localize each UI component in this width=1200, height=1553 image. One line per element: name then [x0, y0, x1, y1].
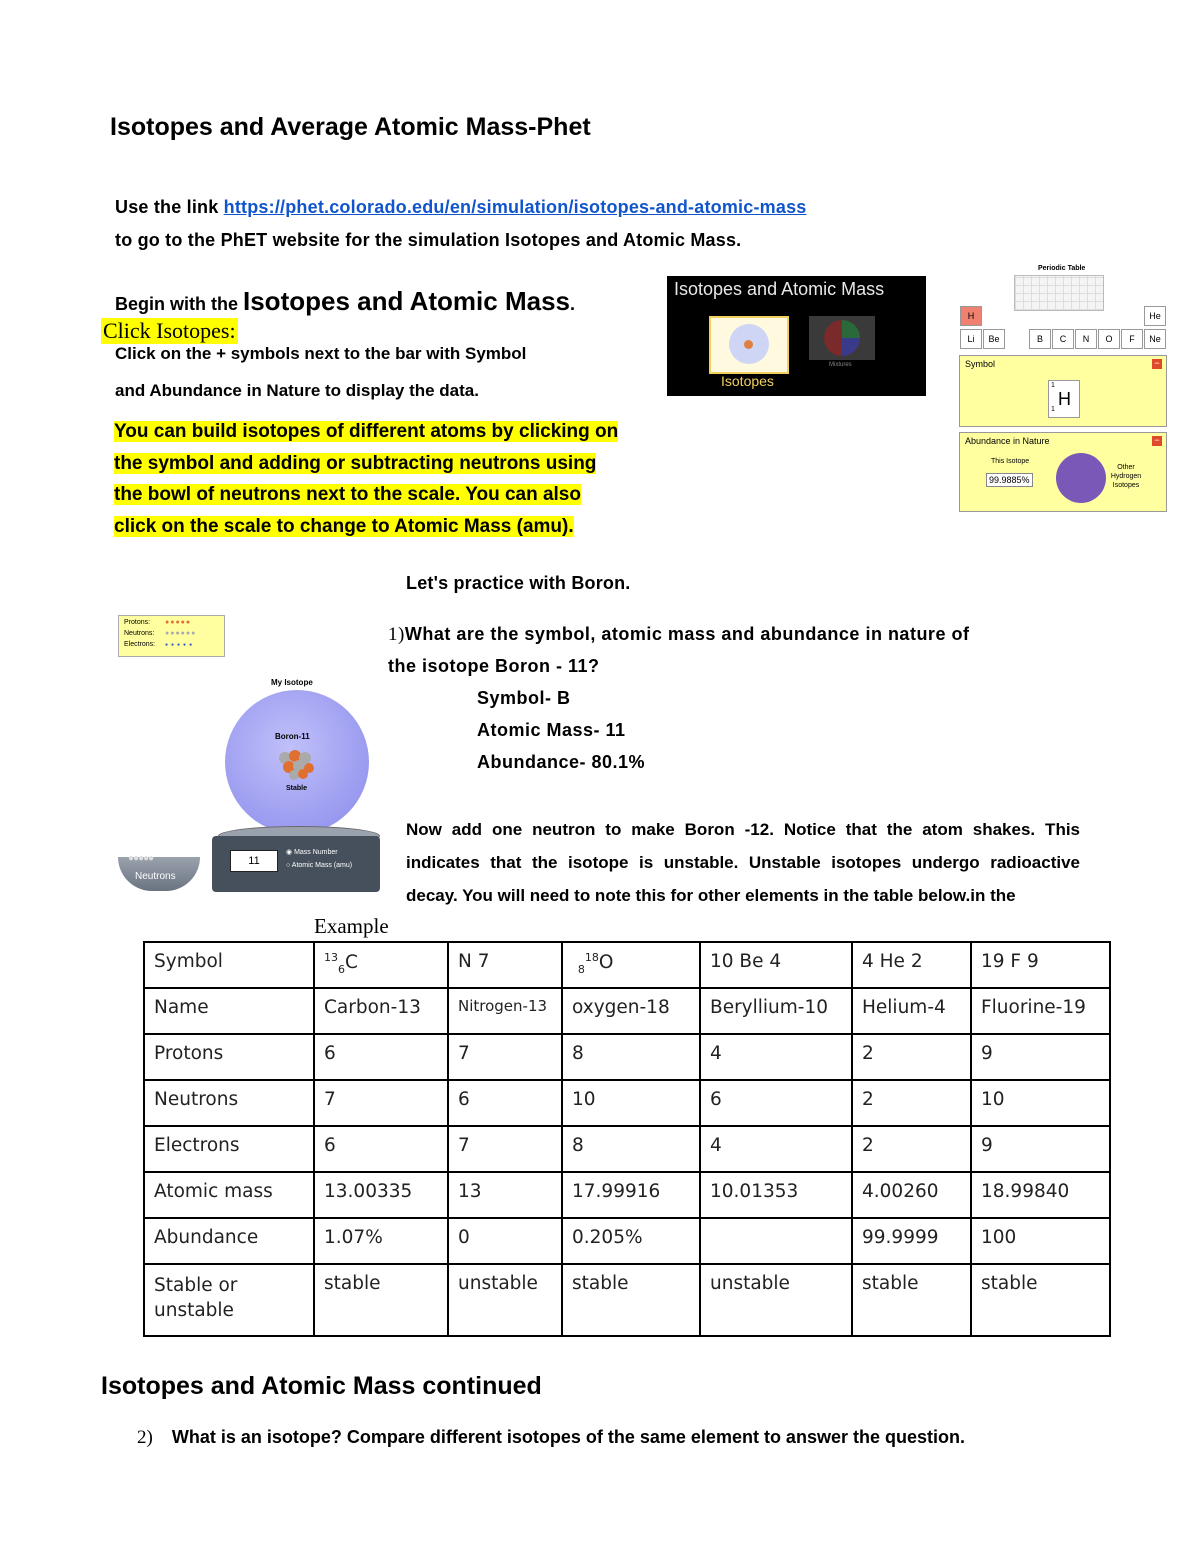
note-line1: Now add one neutron to make Boron -12. Notice that the atom shakes. This — [406, 820, 1080, 839]
table-cell: 13.00335 — [314, 1172, 448, 1218]
table-cell: 8 — [562, 1126, 700, 1172]
table-cell: 1.07% — [314, 1218, 448, 1264]
table-cell: 7 — [448, 1034, 562, 1080]
table-cell: 4 He 2 — [852, 942, 971, 988]
table-cell: 10 — [971, 1080, 1110, 1126]
table-cell: Name — [144, 988, 314, 1034]
sim-banner-title: Isotopes and Atomic Mass — [674, 279, 885, 299]
intro-prefix: Use the link — [115, 197, 224, 217]
table-cell: Nitrogen-13 — [448, 988, 562, 1034]
mixtures-tab[interactable] — [809, 316, 875, 360]
isotopes-tab[interactable] — [709, 316, 789, 374]
table-cell — [314, 942, 448, 988]
begin-big: Isotopes and Atomic Mass — [243, 286, 570, 316]
table-cell: Electrons — [144, 1126, 314, 1172]
table-cell — [562, 942, 700, 988]
element-n[interactable]: N — [1075, 329, 1097, 349]
table-row — [144, 1126, 1110, 1172]
element-ne[interactable]: Ne — [1144, 329, 1166, 349]
table-cell: 99.9999 — [852, 1218, 971, 1264]
neutron-bowl[interactable] — [118, 853, 200, 891]
pie-thumb-icon — [809, 316, 875, 360]
highlight-line2: the symbol and adding or subtracting neutrons using — [114, 452, 597, 474]
table-cell: Neutrons — [144, 1080, 314, 1126]
highlight-line3: the bowl of neutrons next to the scale. You can also — [114, 484, 581, 505]
highlight-line1: You can build isotopes of different atoms by clicking on — [114, 421, 619, 442]
table-cell: 4 — [700, 1034, 852, 1080]
symbol-header: Symbol — [965, 359, 996, 369]
c-num: 6 — [338, 962, 345, 976]
table-cell: Atomic mass — [144, 1172, 314, 1218]
table-row — [144, 1172, 1110, 1218]
table-cell: 2 — [852, 1126, 971, 1172]
table-cell: 4 — [700, 1126, 852, 1172]
scale-body[interactable] — [212, 836, 380, 892]
symbol-box — [959, 355, 1167, 427]
periodic-grid — [1014, 275, 1104, 311]
isotope-sphere — [225, 690, 369, 834]
table-cell: 10 Be 4 — [700, 942, 852, 988]
periodic-title: Periodic Table — [1038, 265, 1086, 272]
table-cell: 17.99916 — [562, 1172, 700, 1218]
o-num: 8 — [577, 962, 585, 976]
table-row — [144, 1264, 1110, 1336]
q2-line — [137, 1427, 965, 1449]
q1-answer-abundance: Abundance- 80.1% — [477, 752, 646, 772]
page-title: Isotopes and Average Atomic Mass-Phet — [110, 113, 591, 141]
begin-prefix: Begin with the — [115, 294, 243, 314]
neutrons-label: Neutrons: — [124, 630, 155, 637]
c-mass: 13 — [324, 951, 338, 964]
table-cell: 7 — [314, 1080, 448, 1126]
mass-number-option[interactable]: ◉ Mass Number — [286, 849, 338, 856]
table-cell — [700, 1218, 852, 1264]
highlight-block — [114, 416, 618, 542]
table-cell: Fluorine-19 — [971, 988, 1110, 1034]
table-row — [144, 988, 1110, 1034]
table-cell: unstable — [448, 1264, 562, 1336]
table-row — [144, 1218, 1110, 1264]
table-cell: 8 — [562, 1034, 700, 1080]
q1-line2: the isotope Boron - 11? — [388, 656, 600, 676]
table-cell: 18.99840 — [971, 1172, 1110, 1218]
table-cell: 13 — [448, 1172, 562, 1218]
protons-label: Protons: — [124, 619, 151, 626]
bowl-neutrons-icon: ●●●●● — [128, 853, 154, 864]
element-b[interactable]: B — [1029, 329, 1051, 349]
symbol-card — [1048, 380, 1080, 418]
table-cell: Helium-4 — [852, 988, 971, 1034]
example-label: Example — [314, 914, 389, 938]
symbol-mass: 1 — [1051, 382, 1055, 389]
section2-heading: Isotopes and Atomic Mass continued — [101, 1372, 542, 1400]
click-isotopes-label: Click Isotopes: — [103, 318, 236, 343]
table-cell: Symbol — [144, 942, 314, 988]
symbol-letter: H — [1058, 389, 1071, 409]
table-cell: stable — [314, 1264, 448, 1336]
this-isotope-label: This Isotope — [991, 458, 1030, 465]
table-cell: Carbon-13 — [314, 988, 448, 1034]
collapse-icon[interactable]: − — [1152, 436, 1162, 446]
abundance-pie-icon — [1056, 453, 1106, 503]
sim-banner[interactable] — [667, 276, 926, 396]
table-cell: stable — [971, 1264, 1110, 1336]
intro-line2: to go to the PhET website for the simulation Isotopes and Atomic Mass. — [115, 230, 742, 250]
bowl-label: Neutrons — [135, 871, 176, 882]
table-cell: 6 — [448, 1080, 562, 1126]
table-cell: Abundance — [144, 1218, 314, 1264]
table-cell: 6 — [314, 1034, 448, 1080]
table-cell: 0.205% — [562, 1218, 700, 1264]
table-cell: 100 — [971, 1218, 1110, 1264]
begin-suffix: . — [570, 294, 576, 314]
instructions-line2: and Abundance in Nature to display the data. — [115, 381, 479, 400]
table-row — [144, 1034, 1110, 1080]
electrons-label: Electrons: — [124, 641, 156, 648]
c-sym: C — [345, 952, 358, 974]
table-cell: stable — [852, 1264, 971, 1336]
periodic-panel — [958, 262, 1168, 517]
table-cell: 2 — [852, 1080, 971, 1126]
q1-answer-mass: Atomic Mass- 11 — [477, 720, 626, 740]
q1-answer-symbol: Symbol- B — [477, 688, 571, 708]
isotope-name: Boron-11 — [275, 732, 310, 741]
element-be[interactable]: Be — [983, 329, 1005, 349]
table-cell: oxygen-18 — [562, 988, 700, 1034]
table-cell: unstable — [700, 1264, 852, 1336]
element-he[interactable]: He — [1144, 306, 1166, 326]
atomic-mass-label: Atomic Mass (amu) — [291, 862, 353, 869]
atomic-mass-option[interactable]: ○ Atomic Mass (amu) — [286, 862, 353, 869]
isotope-table — [143, 941, 1111, 1337]
table-cell: 9 — [971, 1126, 1110, 1172]
table-cell: 4.00260 — [852, 1172, 971, 1218]
practice-heading: Let's practice with Boron. — [406, 573, 631, 593]
q2-text: What is an isotope? Compare different isotopes of the same element to answer the question. — [171, 1427, 965, 1447]
q1-line1 — [388, 624, 969, 646]
phet-link[interactable]: https://phet.colorado.edu/en/simulation/isotopes-and-atomic-mass — [223, 197, 807, 217]
table-cell: stable — [562, 1264, 700, 1336]
o-sym: O — [598, 952, 614, 974]
element-f[interactable]: F — [1121, 329, 1143, 349]
table-cell: Protons — [144, 1034, 314, 1080]
table-cell: 10 — [562, 1080, 700, 1126]
table-cell: 7 — [448, 1126, 562, 1172]
table-cell: 2 — [852, 1034, 971, 1080]
table-row — [144, 1080, 1110, 1126]
note-paragraph — [406, 813, 1080, 912]
q2-number: 2) — [137, 1427, 153, 1448]
isotopes-tab-label: Isotopes — [721, 373, 774, 389]
other-isotopes-label: Other Hydrogen Isotopes — [1110, 464, 1142, 489]
element-c[interactable]: C — [1052, 329, 1074, 349]
nucleus-thumb-icon — [744, 340, 753, 349]
instructions-line1: Click on the + symbols next to the bar with Symbol — [115, 344, 527, 363]
table-cell: 6 — [700, 1080, 852, 1126]
collapse-icon[interactable]: − — [1152, 359, 1162, 369]
table-cell: Beryllium-10 — [700, 988, 852, 1034]
my-isotope-label: My Isotope — [271, 678, 313, 687]
table-cell: 9 — [971, 1034, 1110, 1080]
particle-counter — [118, 615, 225, 657]
table-row — [144, 942, 1110, 988]
abundance-value: 99.9885% — [986, 473, 1033, 487]
table-cell: 10.01353 — [700, 1172, 852, 1218]
electron-dots-icon: ●●●●● — [165, 642, 196, 648]
table-cell: 6 — [314, 1126, 448, 1172]
mass-number-label: Mass Number — [294, 849, 338, 856]
table-cell: Stable or unstable — [144, 1264, 314, 1336]
abundance-box — [959, 432, 1167, 512]
nucleus-icon — [275, 746, 319, 782]
q1-text: What are the symbol, atomic mass and abundance in nature of — [404, 624, 970, 644]
o-mass: 18 — [584, 951, 599, 964]
highlight-line4: click on the scale to change to Atomic Mass (amu). — [114, 515, 574, 537]
element-li[interactable]: Li — [960, 329, 982, 349]
begin-line — [115, 286, 575, 317]
proton-dots-icon: ●●●●● — [165, 619, 192, 626]
scale-readout: 11 — [230, 850, 278, 872]
note-line3: decay. You will need to note this for other elements in the table below.in the — [406, 886, 1016, 905]
q1-number: 1) — [388, 624, 405, 645]
intro-line1 — [115, 197, 807, 218]
element-h[interactable]: H — [960, 306, 982, 326]
symbol-number: 1 — [1051, 406, 1055, 413]
abundance-header: Abundance in Nature — [965, 436, 1050, 446]
element-o[interactable]: O — [1098, 329, 1120, 349]
stability-label: Stable — [286, 785, 308, 792]
table-cell: N 7 — [448, 942, 562, 988]
neutron-dots-icon: ●●●●●● — [165, 630, 197, 637]
table-cell: 19 F 9 — [971, 942, 1110, 988]
mixtures-tab-label: Mixtures — [829, 362, 852, 368]
note-line2: indicates that the isotope is unstable. Unstable isotopes undergo radioactive — [406, 853, 1080, 872]
table-cell: 0 — [448, 1218, 562, 1264]
